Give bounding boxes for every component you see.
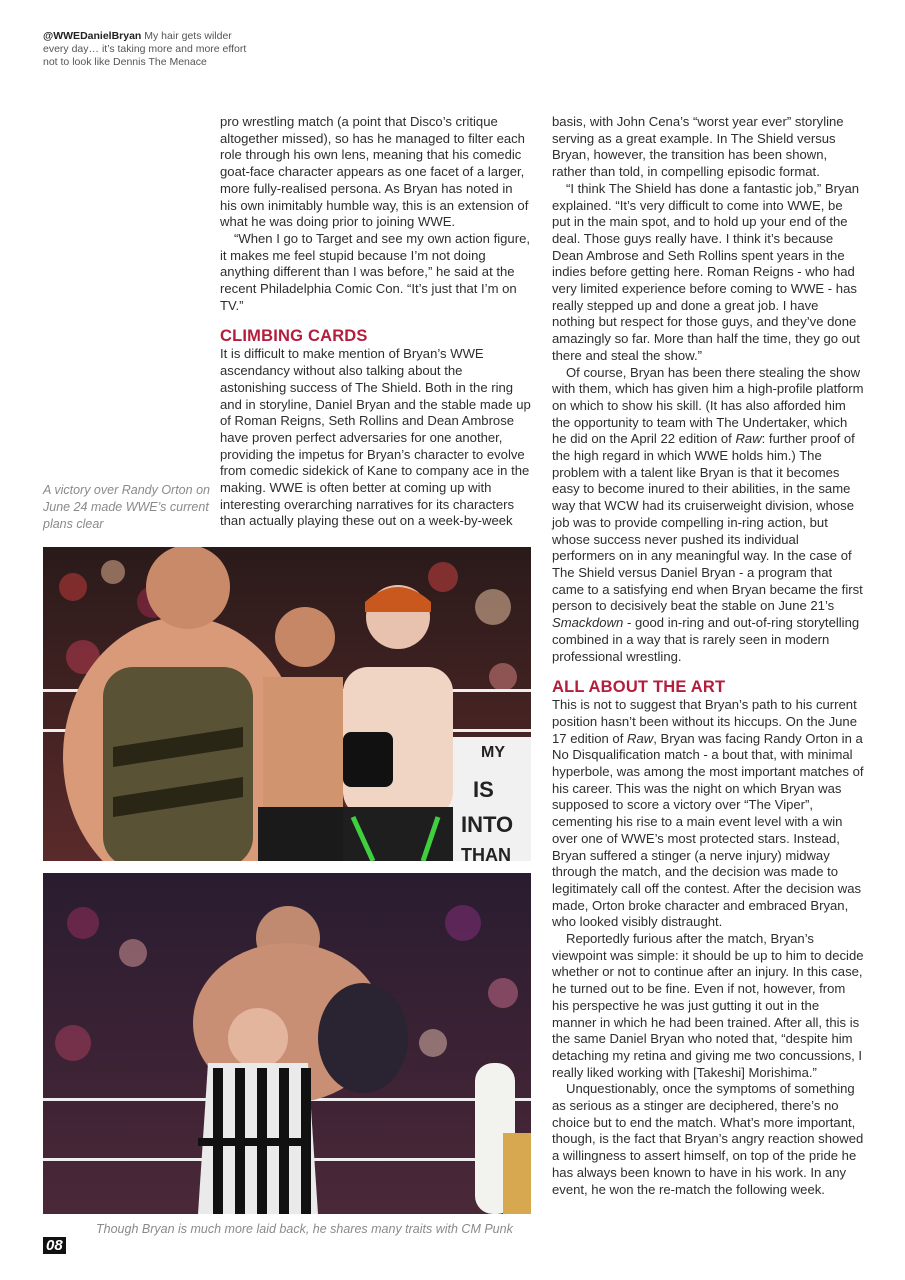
paragraph: Reportedly furious after the match, Bryan’s viewpoint was simple: it should be up to him to decide whether or not to continue after an injury. In this case, he turned out to be fine. Even if not, however, from his perspective he was just gutting it out in the manner in which he had been trained. After all, this is the same Daniel Bryan who noted that, “despite him detaching my retina and giving me two concussions, I really liked working with [Takeshi] Morishima.” xyxy=(552,931,864,1080)
paragraph: “When I go to Target and see my own action figure, it makes me feel stupid because I’m not doing anything different than I was before,” he said at the recent Philadelphia Comic Con. “It’s just that I’m on TV.” xyxy=(220,230,530,313)
page-number: 08 xyxy=(43,1237,66,1254)
photo-illustration xyxy=(43,547,531,861)
text-run: , Bryan was facing Randy Orton in a No Disqualification match - a bout that, with minimal hyperbole, was among the most important matches of his career. This was the night on which Bryan was supposed to score a victory over “The Viper”, cementing his rise to a main event level with a win over one of WWE’s most protected stars. Instead, Bryan suffered a stinger (a nerve injury) midway through the match, and the decision was made to legitimately call off the contest. After the decision was made, Orton broke character and embraced Bryan, who looked visibly distraught. xyxy=(552,730,864,930)
text-run: : further proof of the high regard in which WWE holds him.) The problem with a talent like Bryan is that it becomes easy to become inured to their abilities, in the same way that WCW had its cruiserweight division, whose job was to provide compelling in-ring action, but whose success never pushed its individual performers on in any meaningful way. In the case of The Shield versus Daniel Bryan - a program that came to a satisfying end when Bryan became the first person to decisively beat the stable on June 21’s xyxy=(552,431,863,614)
paragraph xyxy=(552,365,864,666)
twitter-handle: @WWEDanielBryan xyxy=(43,30,142,42)
paragraph: It is difficult to make mention of Bryan’s WWE ascendancy without also talking about the astonishing success of The Shield. Both in the ring and in storyline, Daniel Bryan and the stable made up of Roman Reigns, Seth Rollins and Dean Ambrose have proven perfect adversaries for one another, providing the impetus for Bryan’s character to evolve from comedic sidekick of Kane to company ace in the making. WWE is often better at coming up with interesting overarching narratives for its characters than actually playing these out on a week-by-week xyxy=(220,346,531,529)
sign-word: IS xyxy=(473,777,494,802)
article-column-right xyxy=(552,114,864,1198)
paragraph xyxy=(552,697,864,931)
tweet-callout xyxy=(43,30,258,69)
photo-caption: Though Bryan is much more laid back, he shares many traits with CM Punk xyxy=(96,1222,513,1236)
show-title-raw: Raw xyxy=(626,730,654,746)
section-heading-all-about-the-art: ALL ABOUT THE ART xyxy=(552,678,726,697)
sign-word: MY xyxy=(481,744,505,761)
wrestling-photo-big-show-orton-sheamus xyxy=(43,547,531,861)
tweet-text: My hair gets wilder every day… it’s taking more and more effort not to look like Dennis The Menace xyxy=(43,30,247,68)
sign-word: THAN xyxy=(461,845,511,861)
paragraph: basis, with John Cena’s “worst year ever” storyline serving as a great example. In The Shield versus Bryan, however, the transition has been shown, rather than told, in compelling episodic format. xyxy=(552,114,844,180)
show-title-raw: Raw xyxy=(735,431,762,447)
photo-illustration xyxy=(43,873,531,1214)
text-run: This is not to suggest that Bryan’s path to his current position hasn’t been without its hiccups. On the June 17 edition of xyxy=(552,697,857,746)
paragraph: “I think The Shield has done a fantastic job,” Bryan explained. “It’s very difficult to come into WWE, be put in the main spot, and to hold up your end of the deal. Those guys really have. I think it’s because Dean Ambrose and Seth Rollins spent years in the indies before getting here. Roman Reigns - who had very limited experience before coming to WWE - has really stepped up and done a great job. I have nothing but respect for those guys, and they’ve done amazingly so far. More than half the time, they go out there and steal the show.” xyxy=(552,180,860,363)
text-run: Of course, Bryan has been there stealing the show with them, which has given him a high-profile platform on which to show his skill. (It has also afforded him the opportunity to team with The Undertaker, which he did on the April 22 edition of xyxy=(552,364,864,447)
section-heading-climbing-cards: CLIMBING CARDS xyxy=(220,327,368,346)
text-run: - good in-ring and out-of-ring storytelling combined in a way that is rarely seen in modern professional wrestling. xyxy=(552,615,860,664)
sign-word: INTO xyxy=(461,812,514,837)
paragraph: Unquestionably, once the symptoms of something as serious as a stinger are deciphered, there’s no choice but to end the match. What’s more important, though, is the fact that Bryan’s angry reaction showed a willingness to assert himself, on top of the pride he has always been known to have in his work. In any event, he won the re-match the following week. xyxy=(552,1081,864,1197)
photo-caption: A victory over Randy Orton on June 24 made WWE’s current plans clear xyxy=(43,483,210,531)
paragraph: pro wrestling match (a point that Disco’s critique altogether missed), so has he managed to filter each role through his own lens, meaning that his comedic goat-face character appears as one facet of a larger, more fully-realised persona. As Bryan has noted in his own inimitably humble way, this is an extension of what he was doing prior to joining WWE. xyxy=(220,114,529,230)
article-column-middle xyxy=(220,114,532,530)
wrestling-photo-cm-punk-referee xyxy=(43,873,531,1214)
show-title-smackdown: Smackdown xyxy=(552,615,624,631)
